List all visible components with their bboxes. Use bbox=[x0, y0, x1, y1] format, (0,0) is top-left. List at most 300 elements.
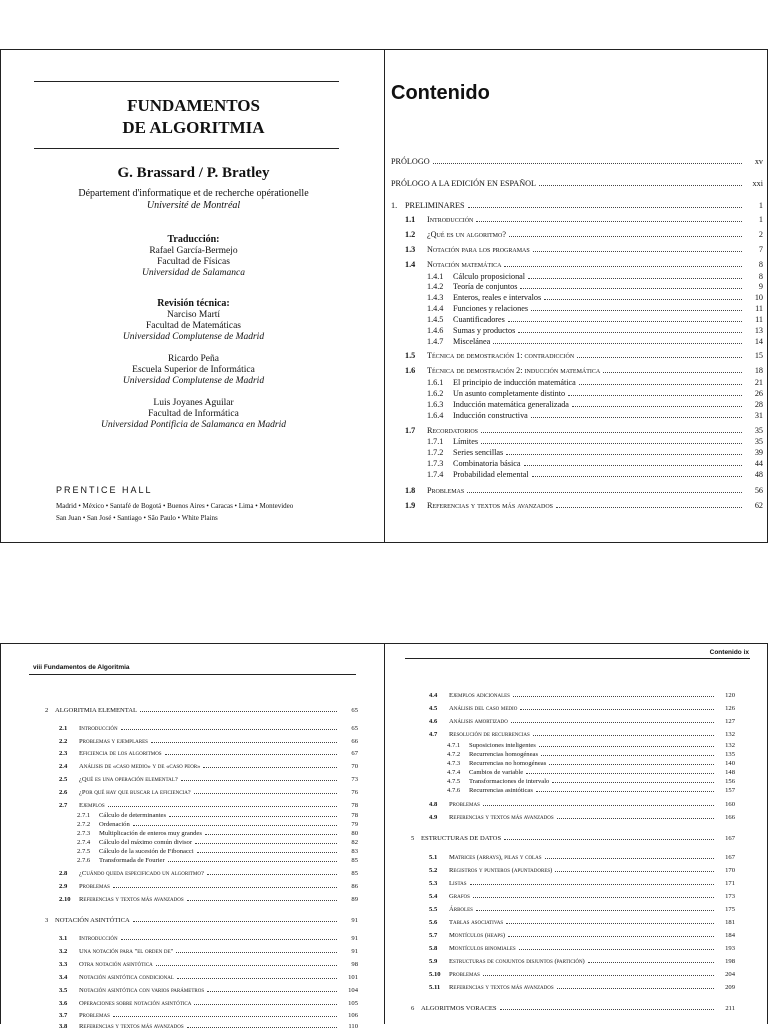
toc-entry-page: 28 bbox=[754, 400, 763, 409]
toc-entry-label: Notación para los programas bbox=[427, 245, 530, 254]
toc-entry-number: 1.4.4 bbox=[427, 304, 444, 313]
toc-entry-number: 1.6.2 bbox=[427, 389, 444, 398]
page-header: Contenido ix bbox=[709, 649, 749, 656]
toc-entry-label: PRÓLOGO bbox=[391, 157, 430, 166]
toc-entry-page: 83 bbox=[351, 848, 358, 855]
toc-entry-label: Tablas asociativas bbox=[449, 919, 504, 926]
toc-entry bbox=[59, 737, 358, 746]
toc-entry bbox=[429, 813, 735, 822]
toc-entry-label: Una notación para "el orden de" bbox=[79, 948, 174, 955]
toc-leader-dots bbox=[493, 343, 742, 344]
translator-faculty: Facultad de Físicas bbox=[157, 257, 230, 267]
toc-entry bbox=[429, 800, 735, 809]
toc-entry-page: 18 bbox=[754, 366, 763, 375]
toc-entry bbox=[405, 215, 763, 224]
toc-leader-dots bbox=[205, 834, 337, 835]
toc-entry-page: 79 bbox=[351, 821, 358, 828]
toc-leader-dots bbox=[568, 395, 742, 396]
toc-entry-label: Cambios de variable bbox=[469, 769, 524, 776]
toc-entry-page: 48 bbox=[754, 470, 763, 479]
toc-leader-dots bbox=[603, 372, 742, 373]
toc-leader-dots bbox=[506, 454, 742, 455]
reviewer-university: Universidad Complutense de Madrid bbox=[122, 376, 265, 386]
toc-entry bbox=[59, 960, 358, 969]
toc-entry-number: 5.2 bbox=[429, 867, 438, 874]
toc-leader-dots bbox=[520, 709, 714, 710]
reviewer-name: Narciso Martí bbox=[166, 310, 221, 320]
toc-entry bbox=[447, 759, 735, 768]
toc-leader-dots bbox=[557, 818, 714, 819]
toc-leader-dots bbox=[207, 874, 337, 875]
translator-name: Rafael García-Bermejo bbox=[149, 246, 238, 256]
toc-entry bbox=[405, 351, 763, 360]
toc-leader-dots bbox=[508, 321, 742, 322]
toc-entry bbox=[427, 304, 763, 313]
toc-leader-dots bbox=[194, 793, 337, 794]
toc-leader-dots bbox=[156, 965, 337, 966]
toc-entry-label: Teoría de conjuntos bbox=[453, 282, 518, 291]
toc-entry-label: Multiplicación de enteros muy grandes bbox=[99, 830, 202, 837]
toc-leader-dots bbox=[504, 839, 714, 840]
toc-entry-label: Referencias y textos más avanzados bbox=[449, 814, 554, 821]
toc-leader-dots bbox=[133, 825, 337, 826]
toc-leader-dots bbox=[533, 251, 742, 252]
toc-entry-number: 4.7.3 bbox=[447, 760, 461, 767]
toc-entry-page: 85 bbox=[351, 870, 358, 877]
toc-entry-label: Análisis del caso medio bbox=[449, 705, 518, 712]
toc-entry-label: Notación asintótica con varios parámetros bbox=[79, 987, 205, 994]
toc-entry-page: 127 bbox=[725, 718, 735, 725]
toc-entry bbox=[427, 389, 763, 398]
reviewer-university: Universidad Complutense de Madrid bbox=[122, 332, 265, 342]
toc-entry-label: Matrices (arrays), pilas y colas bbox=[449, 854, 542, 861]
toc-entry-number: 2.2 bbox=[59, 738, 68, 745]
toc-entry bbox=[59, 973, 358, 982]
toc-entry bbox=[77, 811, 358, 820]
toc-entry-label: Recurrencias asintóticas bbox=[469, 787, 533, 794]
toc-entry-page: 104 bbox=[348, 987, 358, 994]
translation-heading: Traducción: bbox=[167, 234, 220, 245]
toc-entry-page: 204 bbox=[725, 971, 735, 978]
toc-entry-page: 181 bbox=[725, 919, 735, 926]
toc-entry-label: Transformaciones de intervalo bbox=[469, 778, 550, 785]
toc-entry bbox=[447, 777, 735, 786]
toc-entry-label: Cálculo proposicional bbox=[453, 272, 526, 281]
toc-entry-page: 73 bbox=[351, 776, 358, 783]
toc-leader-dots bbox=[476, 221, 742, 222]
toc-leader-dots bbox=[539, 746, 714, 747]
reviewer-faculty: Facultad de Matemáticas bbox=[146, 321, 241, 331]
toc-leader-dots bbox=[470, 884, 714, 885]
toc-entry bbox=[77, 838, 358, 847]
toc-entry bbox=[447, 786, 735, 795]
toc-entry bbox=[59, 999, 358, 1008]
toc-entry-page: 140 bbox=[725, 760, 735, 767]
toc-entry-page: 171 bbox=[725, 880, 735, 887]
toc-entry-number: 5 bbox=[411, 835, 415, 842]
toc-leader-dots bbox=[549, 764, 714, 765]
reviewer-faculty: Escuela Superior de Informática bbox=[132, 365, 255, 375]
toc-entry-number: 4.7.1 bbox=[447, 742, 461, 749]
toc-entry-number: 3.8 bbox=[59, 1023, 68, 1030]
toc-entry-number: 1.4.3 bbox=[427, 293, 444, 302]
toc-entry bbox=[77, 829, 358, 838]
toc-entry-label: ESTRUCTURAS DE DATOS bbox=[421, 835, 502, 842]
toc-entry-label: Ordenación bbox=[99, 821, 130, 828]
toc-entry-label: Problemas bbox=[79, 883, 110, 890]
toc-entry-label: ALGORITMIA ELEMENTAL bbox=[55, 707, 138, 714]
toc-leader-dots bbox=[557, 988, 714, 989]
toc-entry bbox=[59, 934, 358, 943]
toc-entry bbox=[429, 983, 735, 992]
toc-leader-dots bbox=[133, 921, 337, 922]
toc-entry-number: 1.4.6 bbox=[427, 326, 444, 335]
toc-entry-number: 4.8 bbox=[429, 801, 438, 808]
toc-entry-number: 5.9 bbox=[429, 958, 438, 965]
toc-leader-dots bbox=[552, 782, 714, 783]
toc-entry bbox=[59, 882, 358, 891]
toc-entry-label: Ejemplos adicionales bbox=[449, 692, 510, 699]
toc-leader-dots bbox=[468, 207, 742, 208]
toc-leader-dots bbox=[506, 923, 714, 924]
toc-entry-number: 3 bbox=[45, 917, 49, 924]
toc-entry bbox=[59, 1022, 358, 1031]
reviewer-name: Luis Joyanes Aguilar bbox=[153, 398, 234, 408]
reviewer-university: Universidad Pontificia de Salamanca en Madrid bbox=[101, 420, 286, 430]
toc-entry-number: 4.7.5 bbox=[447, 778, 461, 785]
toc-leader-dots bbox=[176, 952, 337, 953]
toc-entry-label: Problemas bbox=[427, 486, 465, 495]
toc-entry bbox=[429, 853, 735, 862]
toc-entry bbox=[77, 856, 358, 865]
toc-entry-number: 2.5 bbox=[59, 776, 68, 783]
toc-entry-page: 35 bbox=[754, 426, 763, 435]
toc-entry bbox=[427, 293, 763, 302]
toc-entry-label: Eficiencia de los algoritmos bbox=[79, 750, 162, 757]
toc-entry bbox=[429, 892, 735, 901]
header-rule bbox=[29, 674, 356, 675]
publisher-cities-line1: Madrid • México • Santafé de Bogotá • Buenos Aires • Caracas • Lima • Montevideo bbox=[56, 502, 294, 510]
toc-entry-label: Estructuras de conjuntos disjuntos (partición) bbox=[449, 958, 585, 965]
contents-page-ix bbox=[384, 643, 768, 1024]
toc-entry bbox=[429, 691, 735, 700]
toc-entry-number: 5.7 bbox=[429, 932, 438, 939]
toc-entry bbox=[427, 448, 763, 457]
toc-leader-dots bbox=[481, 432, 742, 433]
toc-entry-label: Referencias y textos más avanzados bbox=[79, 896, 184, 903]
toc-entry-label: Sumas y productos bbox=[453, 326, 516, 335]
toc-entry-number: 2.7.2 bbox=[77, 821, 91, 828]
toc-entry-number: 1.6.1 bbox=[427, 378, 444, 387]
toc-entry-page: 156 bbox=[725, 778, 735, 785]
toc-leader-dots bbox=[500, 1009, 714, 1010]
toc-entry-number: 1.2 bbox=[405, 230, 416, 239]
toc-entry-number: 4.7 bbox=[429, 731, 438, 738]
toc-entry-page: 11 bbox=[755, 304, 763, 313]
toc-entry-number: 3.1 bbox=[59, 935, 68, 942]
toc-entry-page: 170 bbox=[725, 867, 735, 874]
toc-entry-page: 91 bbox=[351, 917, 358, 924]
toc-entry-label: Suposiciones inteligentes bbox=[469, 742, 536, 749]
toc-entry-label: Otra notación asintótica bbox=[79, 961, 153, 968]
toc-entry-number: 1.7.4 bbox=[427, 470, 444, 479]
toc-entry bbox=[427, 272, 763, 281]
toc-entry-page: xxi bbox=[752, 179, 763, 188]
toc-entry bbox=[429, 944, 735, 953]
toc-entry-number: 1.6.3 bbox=[427, 400, 444, 409]
toc-entry-number: 4.5 bbox=[429, 705, 438, 712]
toc-entry-page: xv bbox=[754, 157, 763, 166]
toc-leader-dots bbox=[520, 288, 742, 289]
toc-leader-dots bbox=[483, 975, 714, 976]
toc-leader-dots bbox=[577, 357, 742, 358]
toc-entry-page: 78 bbox=[351, 802, 358, 809]
toc-entry-label: Problemas bbox=[449, 801, 480, 808]
toc-entry bbox=[59, 788, 358, 797]
toc-leader-dots bbox=[531, 310, 742, 311]
reviewer-name: Ricardo Peña bbox=[168, 354, 219, 364]
reviewer-faculty: Facultad de Informática bbox=[148, 409, 239, 419]
toc-entry-page: 175 bbox=[725, 906, 735, 913]
toc-entry-number: 1.4.2 bbox=[427, 282, 444, 291]
toc-entry-page: 132 bbox=[725, 742, 735, 749]
publisher-cities-line2: San Juan • San José • Santiago • São Paulo • White Plains bbox=[56, 514, 218, 522]
contents-page-viii bbox=[0, 643, 385, 1030]
toc-entry-page: 14 bbox=[754, 337, 763, 346]
toc-leader-dots bbox=[572, 406, 742, 407]
toc-entry-label: Referencias y textos más avanzados bbox=[449, 984, 554, 991]
toc-leader-dots bbox=[187, 900, 337, 901]
toc-entry-number: 2.7.3 bbox=[77, 830, 91, 837]
toc-entry bbox=[427, 459, 763, 468]
toc-entry-page: 2 bbox=[758, 230, 763, 239]
toc-leader-dots bbox=[555, 871, 714, 872]
toc-entry-page: 86 bbox=[351, 883, 358, 890]
toc-entry-page: 65 bbox=[351, 725, 358, 732]
toc-leader-dots bbox=[151, 742, 337, 743]
toc-entry-label: Análisis de «caso medio» y de «caso peor» bbox=[79, 763, 201, 770]
toc-entry-label: Registros y punteros (apuntadores) bbox=[449, 867, 553, 874]
toc-entry bbox=[59, 762, 358, 771]
toc-entry-number: 1.9 bbox=[405, 501, 416, 510]
toc-entry bbox=[59, 986, 358, 995]
toc-entry-page: 91 bbox=[351, 948, 358, 955]
toc-entry-page: 26 bbox=[754, 389, 763, 398]
toc-entry-label: Análisis amortizado bbox=[449, 718, 508, 725]
toc-entry-page: 110 bbox=[348, 1023, 358, 1030]
toc-entry-label: Notación matemática bbox=[427, 260, 502, 269]
toc-entry-number: 5.1 bbox=[429, 854, 438, 861]
toc-leader-dots bbox=[511, 722, 714, 723]
toc-leader-dots bbox=[169, 816, 337, 817]
toc-entry-label: Ejemplos bbox=[79, 802, 105, 809]
toc-entry-number: 3.2 bbox=[59, 948, 68, 955]
toc-entry-number: 5.4 bbox=[429, 893, 438, 900]
toc-entry bbox=[427, 326, 763, 335]
toc-entry-label: Recordatorios bbox=[427, 426, 479, 435]
toc-leader-dots bbox=[140, 711, 337, 712]
toc-entry-label: Cálculo del máximo común divisor bbox=[99, 839, 193, 846]
toc-entry-number: 5.10 bbox=[429, 971, 441, 978]
toc-entry-label: Inducción matemática generalizada bbox=[453, 400, 569, 409]
toc-entry-number: 5.3 bbox=[429, 880, 438, 887]
toc-entry bbox=[429, 730, 735, 739]
toc-leader-dots bbox=[588, 962, 714, 963]
toc-leader-dots bbox=[579, 384, 742, 385]
toc-entry-number: 4.4 bbox=[429, 692, 438, 699]
toc-leader-dots bbox=[544, 299, 742, 300]
toc-leader-dots bbox=[536, 791, 714, 792]
toc-entry-page: 31 bbox=[754, 411, 763, 420]
toc-entry-page: 135 bbox=[725, 751, 735, 758]
toc-leader-dots bbox=[541, 755, 714, 756]
toc-leader-dots bbox=[532, 476, 742, 477]
toc-entry bbox=[429, 879, 735, 888]
toc-entry bbox=[427, 470, 763, 479]
toc-leader-dots bbox=[524, 465, 742, 466]
toc-leader-dots bbox=[165, 754, 337, 755]
page-header: viii Fundamentos de Algoritmia bbox=[33, 664, 130, 671]
toc-entry-page: 105 bbox=[348, 1000, 358, 1007]
toc-entry bbox=[427, 282, 763, 291]
toc-entry-label: PRÓLOGO A LA EDICIÓN EN ESPAÑOL bbox=[391, 179, 537, 188]
toc-entry-page: 15 bbox=[754, 351, 763, 360]
toc-entry-page: 80 bbox=[351, 830, 358, 837]
toc-leader-dots bbox=[509, 236, 742, 237]
toc-leader-dots bbox=[433, 163, 742, 164]
toc-entry bbox=[447, 768, 735, 777]
toc-leader-dots bbox=[526, 773, 714, 774]
toc-entry-number: 1.7.2 bbox=[427, 448, 444, 457]
toc-entry-number: 1. bbox=[391, 201, 398, 210]
toc-entry-page: 7 bbox=[758, 245, 763, 254]
toc-entry-label: Combinatoria básica bbox=[453, 459, 521, 468]
toc-entry-label: Notación asintótica condicional bbox=[79, 974, 174, 981]
toc-entry-number: 2.7 bbox=[59, 802, 68, 809]
toc-entry-page: 120 bbox=[725, 692, 735, 699]
toc-entry-number: 3.3 bbox=[59, 961, 68, 968]
toc-entry bbox=[411, 1004, 735, 1013]
toc-entry-page: 13 bbox=[754, 326, 763, 335]
toc-leader-dots bbox=[518, 332, 742, 333]
toc-entry-number: 4.7.6 bbox=[447, 787, 461, 794]
toc-entry-number: 1.5 bbox=[405, 351, 416, 360]
toc-entry-number: 5.6 bbox=[429, 919, 438, 926]
toc-entry bbox=[429, 905, 735, 914]
toc-entry bbox=[391, 201, 763, 210]
toc-entry bbox=[59, 947, 358, 956]
toc-entry-label: Montículos binomiales bbox=[449, 945, 516, 952]
toc-entry-number: 2.1 bbox=[59, 725, 68, 732]
toc-entry-page: 66 bbox=[351, 738, 358, 745]
toc-entry-label: Probabilidad elemental bbox=[453, 470, 529, 479]
toc-entry-page: 167 bbox=[725, 835, 735, 842]
toc-entry-page: 67 bbox=[351, 750, 358, 757]
toc-entry-page: 198 bbox=[725, 958, 735, 965]
toc-entry bbox=[405, 486, 763, 495]
toc-entry-page: 56 bbox=[754, 486, 763, 495]
toc-entry-label: Miscelánea bbox=[453, 337, 491, 346]
toc-entry-page: 166 bbox=[725, 814, 735, 821]
affiliation: Département d'informatique et de recherche opérationelle bbox=[78, 188, 309, 199]
toc-entry-label: Cuantificadores bbox=[453, 315, 505, 324]
toc-entry-page: 209 bbox=[725, 984, 735, 991]
toc-entry-label: ¿Por qué hay que buscar la eficiencia? bbox=[79, 789, 191, 796]
toc-entry-page: 70 bbox=[351, 763, 358, 770]
toc-entry-page: 8 bbox=[758, 272, 763, 281]
toc-entry-number: 1.6.4 bbox=[427, 411, 444, 420]
toc-leader-dots bbox=[481, 443, 742, 444]
toc-entry bbox=[45, 916, 358, 925]
toc-entry-number: 2.7.4 bbox=[77, 839, 91, 846]
toc-entry bbox=[429, 704, 735, 713]
toc-entry bbox=[77, 847, 358, 856]
toc-entry-page: 173 bbox=[725, 893, 735, 900]
toc-entry bbox=[391, 157, 763, 166]
toc-leader-dots bbox=[519, 949, 714, 950]
toc-entry-number: 3.5 bbox=[59, 987, 68, 994]
toc-entry bbox=[59, 1011, 358, 1020]
toc-entry-number: 2.7.1 bbox=[77, 812, 91, 819]
toc-entry-page: 8 bbox=[758, 260, 763, 269]
toc-entry-page: 1 bbox=[758, 215, 763, 224]
translator-university: Universidad de Salamanca bbox=[142, 268, 245, 278]
toc-entry-page: 44 bbox=[754, 459, 763, 468]
toc-leader-dots bbox=[531, 417, 742, 418]
header-rule bbox=[405, 658, 750, 659]
toc-entry-number: 1.7 bbox=[405, 426, 416, 435]
toc-entry-number: 1.4 bbox=[405, 260, 416, 269]
toc-entry-label: Funciones y relaciones bbox=[453, 304, 529, 313]
toc-entry-label: El principio de inducción matemática bbox=[453, 378, 576, 387]
university: Université de Montréal bbox=[146, 200, 241, 211]
toc-entry-number: 1.4.5 bbox=[427, 315, 444, 324]
toc-entry-number: 2 bbox=[45, 707, 49, 714]
toc-entry bbox=[427, 337, 763, 346]
toc-entry-page: 1 bbox=[758, 201, 763, 210]
toc-entry bbox=[427, 315, 763, 324]
toc-entry bbox=[427, 378, 763, 387]
toc-entry-label: Montículos (heaps) bbox=[449, 932, 506, 939]
toc-entry-page: 82 bbox=[351, 839, 358, 846]
toc-entry bbox=[405, 230, 763, 239]
toc-entry bbox=[427, 400, 763, 409]
toc-entry-number: 1.7.3 bbox=[427, 459, 444, 468]
toc-entry-page: 160 bbox=[725, 801, 735, 808]
toc-entry bbox=[447, 741, 735, 750]
toc-entry-number: 2.9 bbox=[59, 883, 68, 890]
toc-entry-number: 4.7.4 bbox=[447, 769, 461, 776]
toc-leader-dots bbox=[121, 939, 337, 940]
toc-entry-label: Un asunto completamente distinto bbox=[453, 389, 566, 398]
toc-entry-label: Técnica de demostración 2: inducción matemática bbox=[427, 366, 601, 375]
toc-entry-page: 98 bbox=[351, 961, 358, 968]
toc-entry-label: Introducción bbox=[79, 725, 118, 732]
toc-leader-dots bbox=[187, 1027, 337, 1028]
toc-entry-page: 10 bbox=[754, 293, 763, 302]
toc-entry-page: 132 bbox=[725, 731, 735, 738]
authors: G. Brassard / P. Bratley bbox=[117, 165, 270, 181]
toc-entry-number: 2.6 bbox=[59, 789, 68, 796]
toc-entry bbox=[429, 970, 735, 979]
toc-entry-number: 1.6 bbox=[405, 366, 416, 375]
toc-entry-number: 5.11 bbox=[429, 984, 441, 991]
toc-entry-number: 1.1 bbox=[405, 215, 416, 224]
toc-entry-label: PRELIMINARES bbox=[405, 201, 465, 210]
toc-leader-dots bbox=[508, 936, 714, 937]
publisher: PRENTICE HALL bbox=[56, 485, 153, 495]
toc-entry-number: 2.8 bbox=[59, 870, 68, 877]
